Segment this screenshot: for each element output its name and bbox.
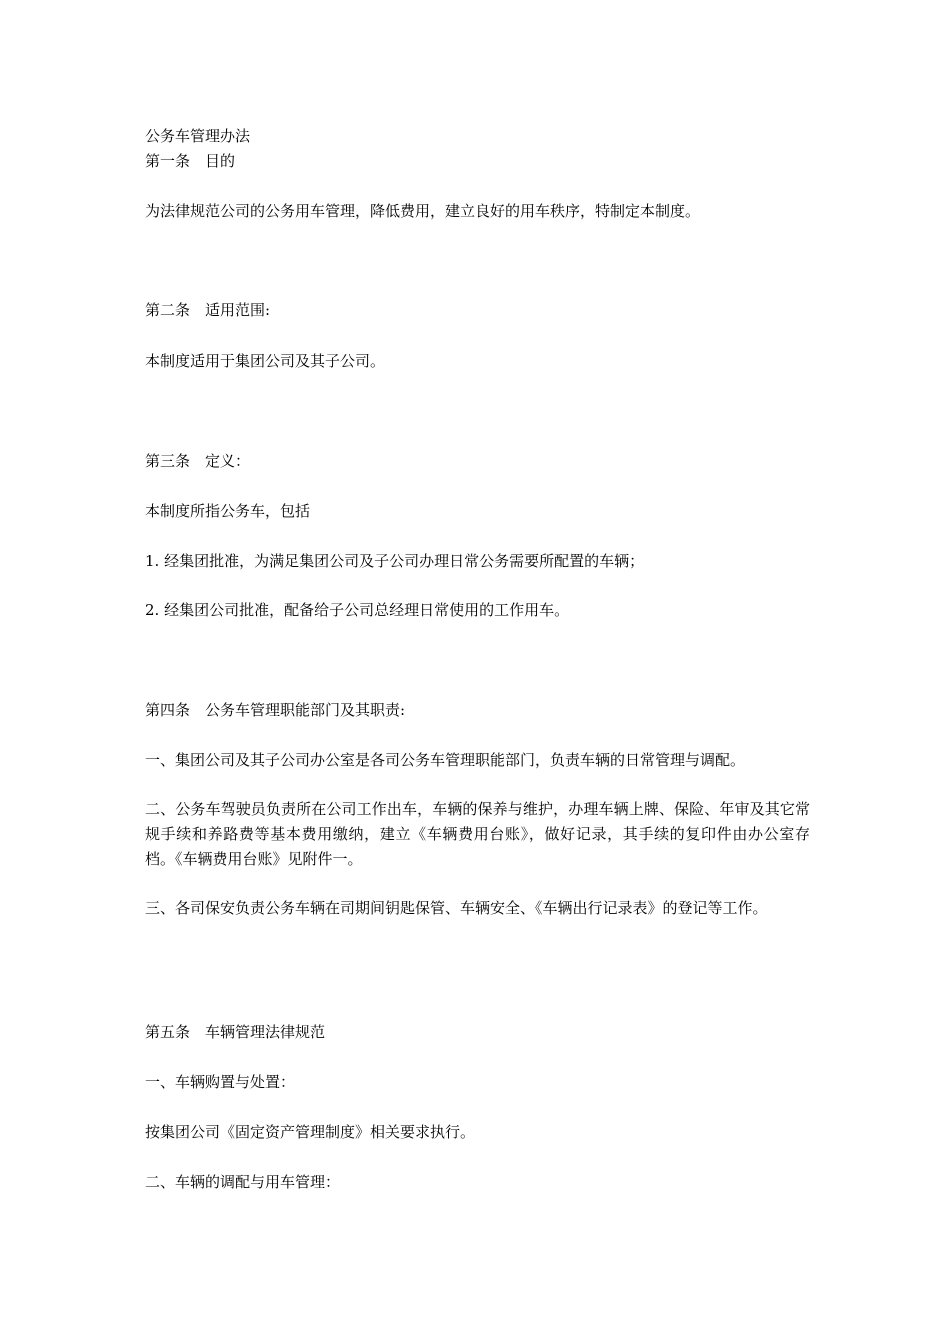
article-4-clause-3: 三、各司保安负责公务车辆在司期间钥匙保管、车辆安全、《车辆出行记录表》的登记等工作。 — [145, 899, 768, 917]
document-title: 公务车管理办法 — [145, 127, 251, 145]
article-1-heading: 第一条 目的 — [145, 152, 236, 170]
article-3-heading: 第三条 定义： — [145, 452, 251, 470]
article-3-intro: 本制度所指公务车，包括 — [145, 502, 311, 520]
article-5-clause-1-body: 按集团公司《固定资产管理制度》相关要求执行。 — [145, 1123, 476, 1141]
article-3-item-2: 2. 经集团公司批准，配备给子公司总经理日常使用的工作用车。 — [145, 601, 570, 619]
article-3-item-1: 1. 经集团批准，为满足集团公司及子公司办理日常公务需要所配置的车辆； — [145, 552, 645, 570]
article-4-clause-1: 一、集团公司及其子公司办公室是各司公务车管理职能部门，负责车辆的日常管理与调配。 — [145, 751, 746, 769]
article-1-body: 为法律规范公司的公务用车管理，降低费用，建立良好的用车秩序，特制定本制度。 — [145, 202, 701, 220]
article-4-clause-2: 二、公务车驾驶员负责所在公司工作出车，车辆的保养与维护，办理车辆上牌、保险、年审及其它常规手续和养路费等基本费用缴纳，建立《车辆费用台账》，做好记录，其手续的复印件由办公室存档。《车辆费用台账》见附件一。 — [145, 800, 810, 868]
article-5-heading: 第五条 车辆管理法律规范 — [145, 1023, 326, 1041]
article-5-clause-1-heading: 一、车辆购置与处置： — [145, 1073, 296, 1091]
article-2-heading: 第二条 适用范围: — [145, 301, 271, 319]
article-2-body: 本制度适用于集团公司及其子公司。 — [145, 352, 386, 370]
article-5-clause-2-heading: 二、车辆的调配与用车管理： — [145, 1173, 341, 1191]
article-4-heading: 第四条 公务车管理职能部门及其职责: — [145, 701, 406, 719]
